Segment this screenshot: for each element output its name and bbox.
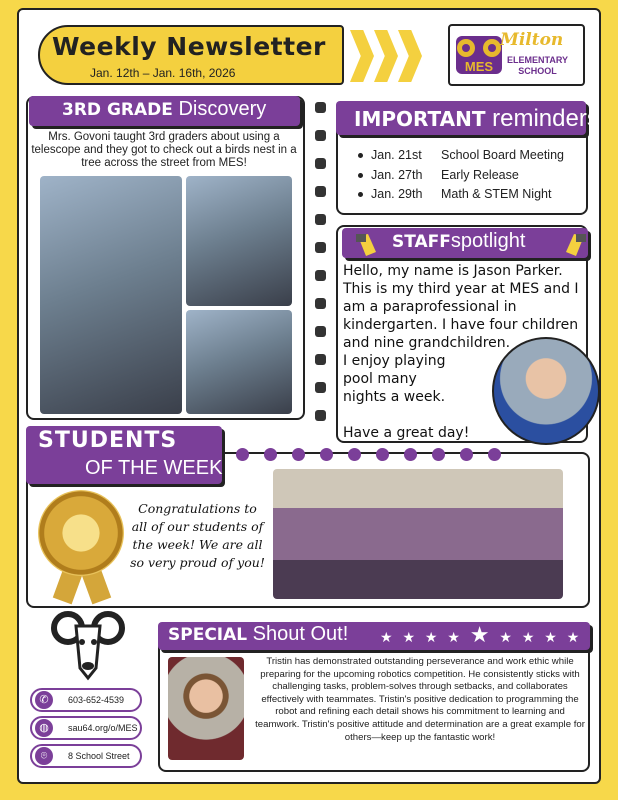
telescope-photo-top [186, 176, 292, 306]
divider-dot [264, 448, 277, 461]
reminders-heading-bold: IMPORTANT [354, 107, 486, 131]
student-portrait [168, 657, 244, 760]
students-congrats: Congratulations to all of our students of the week! We are all so very proud of you! [130, 501, 265, 570]
divider-dot [320, 448, 333, 461]
spotlight-icon [354, 232, 380, 258]
divider-dot [376, 448, 389, 461]
staff-portrait [492, 337, 600, 445]
location-pin-icon: ⌾ [35, 747, 53, 765]
newsletter-dates: Jan. 12th – Jan. 16th, 2026 [90, 66, 236, 80]
divider-dot [315, 410, 326, 421]
reminder-item [358, 148, 564, 162]
divider-dot [315, 186, 326, 197]
contact-phone[interactable] [30, 688, 142, 712]
students-heading-bold: STUDENTS [38, 428, 178, 453]
divider-dot [432, 448, 445, 461]
shout-heading-rest: Shout Out! [252, 623, 349, 645]
contact-address-text: 8 School Street [68, 751, 130, 761]
contact-website-text: sau64.org/o/MES [68, 723, 138, 733]
discovery-heading-rest: Discovery [178, 98, 267, 120]
reminders-heading [336, 101, 599, 135]
divider-dot [315, 214, 326, 225]
star-icons: ★ ★ ★ ★ [499, 629, 583, 645]
divider-dot [315, 130, 326, 141]
spotlight-icon [562, 232, 588, 258]
staff-bio-intro: Hello, my name is Jason Parker. This is my third year at MES and I am a paraprofessional in kindergarten. I have four children and nine grandchildren. [343, 263, 579, 351]
divider-dot [315, 326, 326, 337]
shout-text: Tristin has demonstrated outstanding perseverance and work ethic while preparing for the upcoming robotics competition. He consistently sticks with challenging tasks, problem-solves through setbacks, and collaborates effectively with teammates. Tristin's positive dedication to programming the robot and refining each detail shows his commitment to learning and teamwork. Tristin's positive attitude and determination are a great example for others—keep up the fantastic work! [255, 656, 585, 743]
discovery-heading [29, 96, 300, 126]
discovery-text: Mrs. Govoni taught 3rd graders about using a telescope and they got to check out a birds nest in a tree across the street from MES! [31, 131, 297, 169]
divider-dot [315, 102, 326, 113]
reminder-item [358, 187, 551, 201]
reminder-event: Math & STEM Night [441, 187, 552, 201]
reminder-event: School Board Meeting [441, 148, 564, 162]
divider-dot [348, 448, 361, 461]
reminder-date: Jan. 29th [371, 187, 423, 201]
divider-dot [315, 158, 326, 169]
reminder-date: Jan. 27th [371, 168, 423, 182]
bullet-icon [358, 192, 363, 197]
star-big-icon: ★ [469, 622, 493, 647]
contact-website[interactable] [30, 716, 142, 740]
gold-medal-icon [38, 490, 124, 576]
ram-mascot-icon [50, 606, 126, 682]
mes-ram-logo-icon [454, 30, 504, 80]
phone-icon: ✆ [35, 691, 53, 709]
divider-dot [236, 448, 249, 461]
students-group-photo [273, 469, 563, 599]
divider-dot [460, 448, 473, 461]
divider-dot [488, 448, 501, 461]
divider-dot [315, 382, 326, 393]
divider-dot [315, 298, 326, 309]
divider-dot [404, 448, 417, 461]
divider-dot [315, 270, 326, 281]
telescope-photo-main [40, 176, 182, 414]
stars-decoration [380, 622, 582, 648]
staff-heading-rest: spotlight [450, 230, 526, 252]
logo-school-label: ELEMENTARY SCHOOL [507, 55, 569, 76]
contact-phone-text: 603-652-4539 [68, 695, 125, 705]
divider-dot [292, 448, 305, 461]
divider-dot [315, 354, 326, 365]
logo-mark-text: MES [464, 59, 494, 74]
students-heading-rest: OF THE WEEK [85, 457, 223, 479]
globe-icon: ◍ [35, 719, 53, 737]
discovery-heading-bold: 3RD GRADE [62, 100, 173, 120]
reminder-item [358, 168, 519, 182]
newsletter-title: Weekly Newsletter [52, 32, 326, 61]
staff-bio-hobby: I enjoy playing pool many nights a week. [343, 353, 446, 405]
divider-dot [315, 242, 326, 253]
logo-name: Milton [500, 30, 564, 50]
bullet-icon [358, 173, 363, 178]
shout-heading-bold: SPECIAL [168, 625, 248, 645]
staff-heading-bold: STAFF [392, 232, 451, 252]
reminder-date: Jan. 21st [371, 148, 422, 162]
contact-address[interactable] [30, 744, 142, 768]
telescope-photo-bottom [186, 310, 292, 414]
staff-bio-closing: Have a great day! [343, 425, 470, 441]
reminder-event: Early Release [441, 168, 519, 182]
bullet-icon [358, 153, 363, 158]
star-icons: ★ ★ ★ ★ [380, 629, 463, 645]
reminders-heading-rest: reminders [492, 105, 599, 132]
